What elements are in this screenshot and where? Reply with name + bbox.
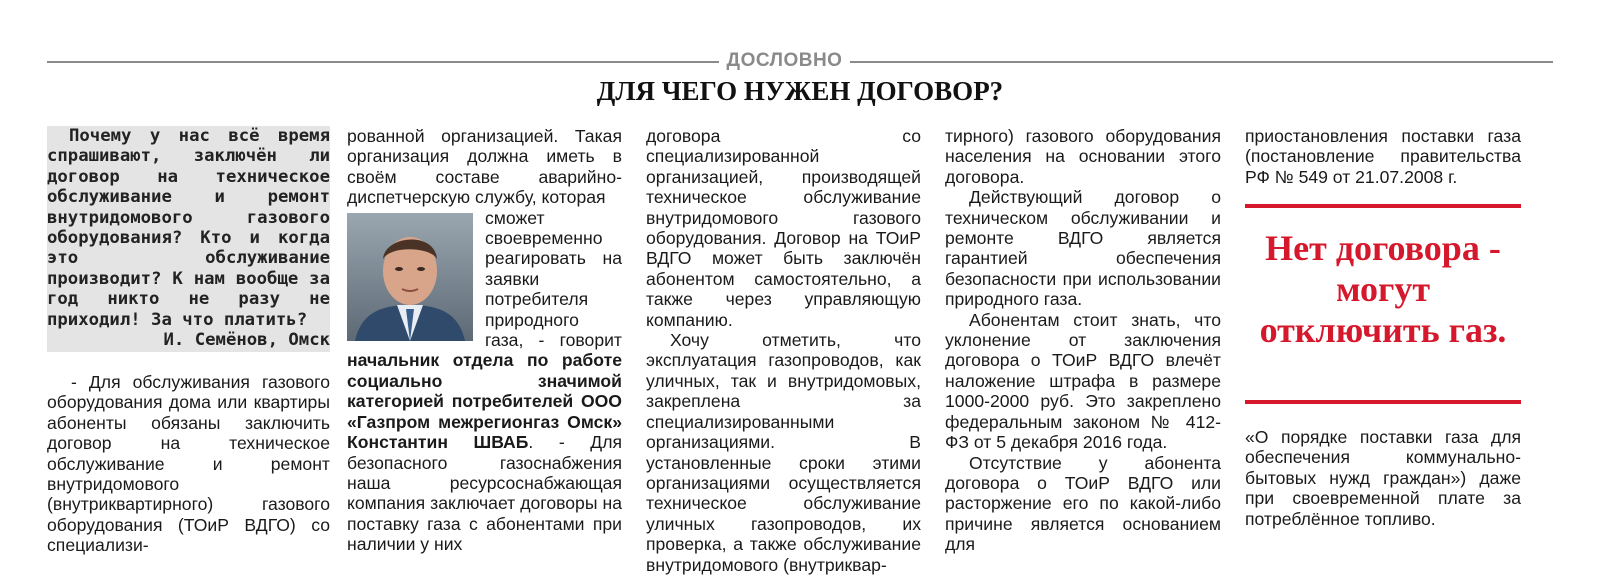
column-2-rest: . - Для безопасного газоснабжения наша ресурсоснабжающая компания заключает договоры на поставку газа с абонентами при наличии у них — [347, 432, 623, 555]
reader-question-author: И. Семёнов, Омск — [163, 330, 330, 351]
speaker-title: начальник отдела по работе социально значимой категорией потребителей ООО «Газпром межрегионгаз Омск» Константин ШВАБ — [347, 350, 622, 453]
column-5-bottom-text: «О порядке поставки газа для обеспечения коммунально-бытовых нужд граждан») даже при своевременной плате за потреблённое топливо. — [1245, 427, 1521, 529]
header-rule-right — [850, 61, 1553, 63]
column-5-bottom — [1245, 427, 1521, 529]
column-4-paragraph-3: Абонентам стоит знать, что уклонение от заключения договора о ТОиР ВДГО влечёт наложение штрафа в размере 1000-2000 руб. Это закреплено федеральным законом № 412-ФЗ от 5 декабря 2016 года. — [945, 309, 1221, 453]
column-1 — [47, 372, 330, 556]
callout-rule-bottom — [1245, 400, 1521, 404]
column-3 — [646, 126, 921, 575]
callout-rule-top — [1245, 204, 1521, 208]
column-4 — [945, 126, 1221, 555]
article-headline: ДЛЯ ЧЕГО НУЖЕН ДОГОВОР? — [596, 76, 1004, 106]
column-3-paragraph-2: Хочу отметить, что эксплуатация газопроводов, как уличных, так и внутридомовых, закреплена за специализированными организациями. В установленные сроки этими организациями осуществляется техническое обслуживание уличных газопроводов, их проверка, а также обслуживание внутридомового (внутриквар- — [646, 330, 921, 575]
reader-question-text: Почему у нас всё время спрашивают, заключён ли договор на техническое обслуживание и ремонт внутридомового газового оборудования? Кто и когда это обслуживание производит? К нам вообще за год никто не разу не приходил! За что платить? — [47, 126, 330, 330]
reader-question-box — [47, 126, 330, 352]
column-4-paragraph-2: Действующий договор о техническом обслуживании и ремонте ВДГО является гарантией обеспечения безопасности при использовании природного газа. — [945, 187, 1221, 310]
column-2-top-text: рованной организацией. Такая организация должна иметь в своём составе аварийно-диспетчерскую службу, которая — [347, 126, 622, 208]
answer-paragraph: - Для обслуживания газового оборудования дома или квартиры абоненты обязаны заключить договор на техническое обслуживание и ремонт внутридомового (внутриквартирного) газового оборудования (ТОиР ВДГО) со специализи- — [47, 372, 330, 556]
column-5-top — [1245, 126, 1521, 187]
rubric-label: ДОСЛОВНО — [726, 50, 843, 71]
column-3-paragraph-1: договора со специализированной организацией, производящей техническое обслуживание внутридомового газового оборудования. Договор на ТОиР ВДГО может быть заключён абонентом самостоятельно, а также через управляющую компанию. — [646, 126, 921, 330]
column-4-paragraph-4: Отсутствие у абонента договора о ТОиР ВДГО или расторжение его по какой-либо причине является основанием для — [945, 452, 1221, 555]
callout-text: Нет договора - могут отключить газ. — [1259, 228, 1507, 350]
column-2-intro-cont: сможет своевременно реагировать на заявки потребителя природного газа, - говорит — [485, 207, 622, 351]
speaker-portrait-photo — [347, 213, 473, 341]
column-2 — [347, 126, 622, 555]
column-5-top-text: приостановления поставки газа (постановление правительства РФ № 549 от 21.07.2008 г. — [1245, 126, 1521, 187]
column-4-paragraph-1: тирного) газового оборудования населения на основании этого договора. — [945, 126, 1221, 187]
header-rule-left — [47, 61, 719, 63]
